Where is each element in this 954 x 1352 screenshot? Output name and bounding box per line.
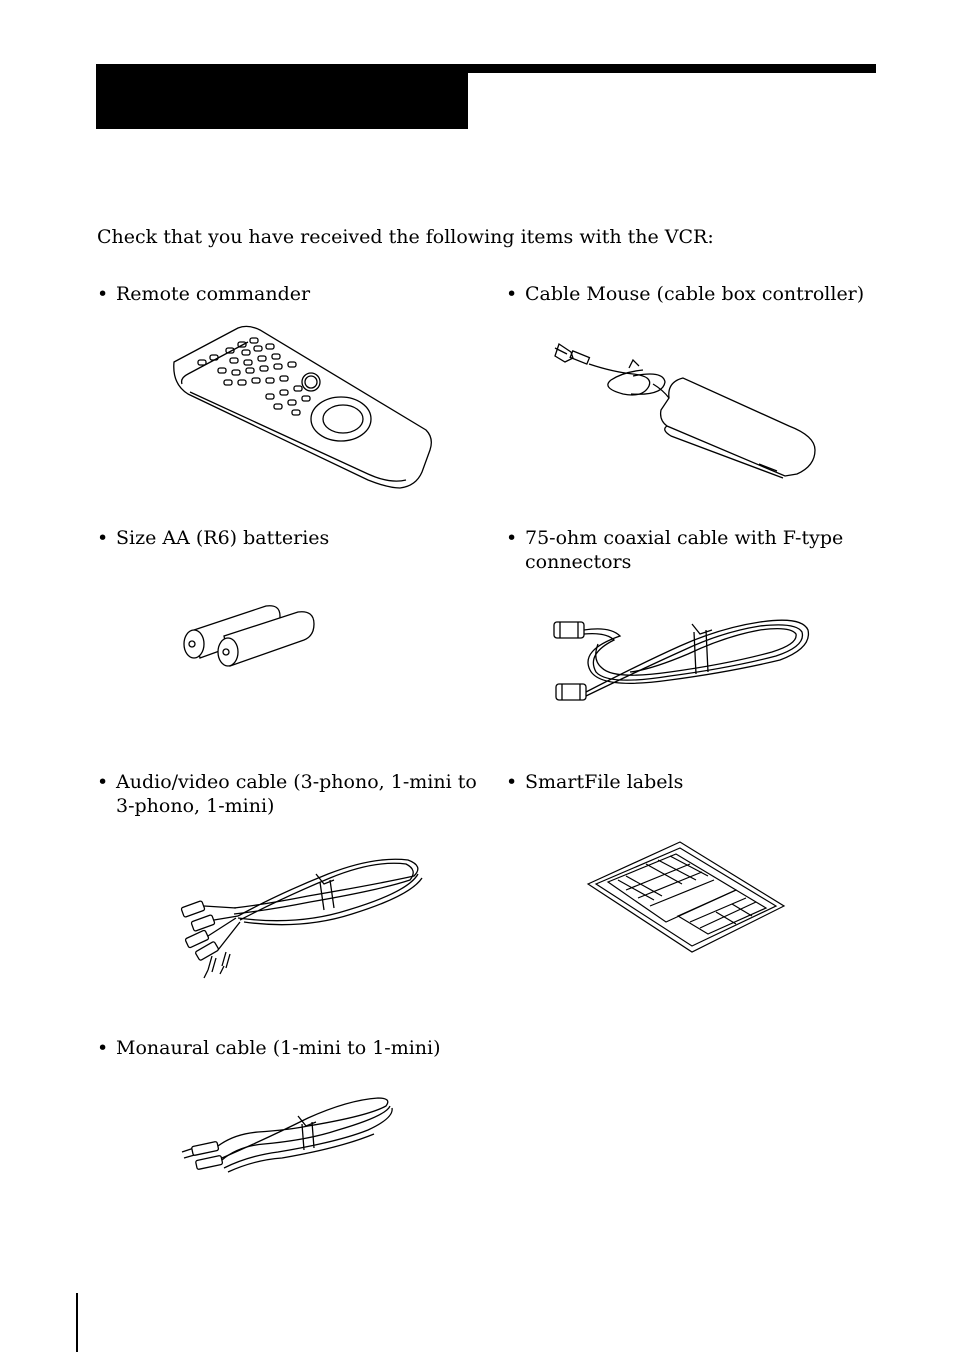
bullet: • bbox=[506, 283, 518, 305]
item-cable-mouse bbox=[506, 282, 886, 306]
section-title-bar bbox=[96, 64, 468, 129]
item-coaxial-cable bbox=[506, 526, 886, 574]
batteries-illustration bbox=[180, 600, 320, 670]
item-audio-video-cable bbox=[97, 770, 477, 818]
monaural-cable-illustration bbox=[178, 1096, 396, 1174]
remote-commander-illustration bbox=[168, 322, 438, 497]
margin-rule bbox=[76, 1293, 78, 1352]
item-label: Audio/video cable (3-phono, 1-mini to 3-phono, 1-mini) bbox=[116, 771, 477, 817]
item-label: Monaural cable (1-mini to 1-mini) bbox=[116, 1037, 441, 1059]
smartfile-labels-illustration bbox=[586, 840, 786, 955]
header-rule bbox=[468, 64, 876, 73]
bullet: • bbox=[97, 527, 109, 549]
intro-text: Check that you have received the following items with the VCR: bbox=[97, 226, 714, 248]
bullet: • bbox=[97, 283, 109, 305]
item-smartfile-labels bbox=[506, 770, 886, 794]
item-remote-commander bbox=[97, 282, 457, 306]
item-label: SmartFile labels bbox=[525, 771, 684, 793]
coaxial-cable-illustration bbox=[550, 614, 815, 714]
audio-video-cable-illustration bbox=[178, 856, 423, 978]
item-label: 75-ohm coaxial cable with F-type connectors bbox=[525, 527, 844, 573]
bullet: • bbox=[97, 1037, 109, 1059]
bullet: • bbox=[506, 771, 518, 793]
bullet: • bbox=[97, 771, 109, 793]
item-monaural-cable bbox=[97, 1036, 477, 1060]
item-label: Cable Mouse (cable box controller) bbox=[525, 283, 865, 305]
item-batteries bbox=[97, 526, 457, 550]
item-label: Remote commander bbox=[116, 283, 311, 305]
cable-mouse-illustration bbox=[553, 340, 823, 480]
item-label: Size AA (R6) batteries bbox=[116, 527, 330, 549]
bullet: • bbox=[506, 527, 518, 549]
